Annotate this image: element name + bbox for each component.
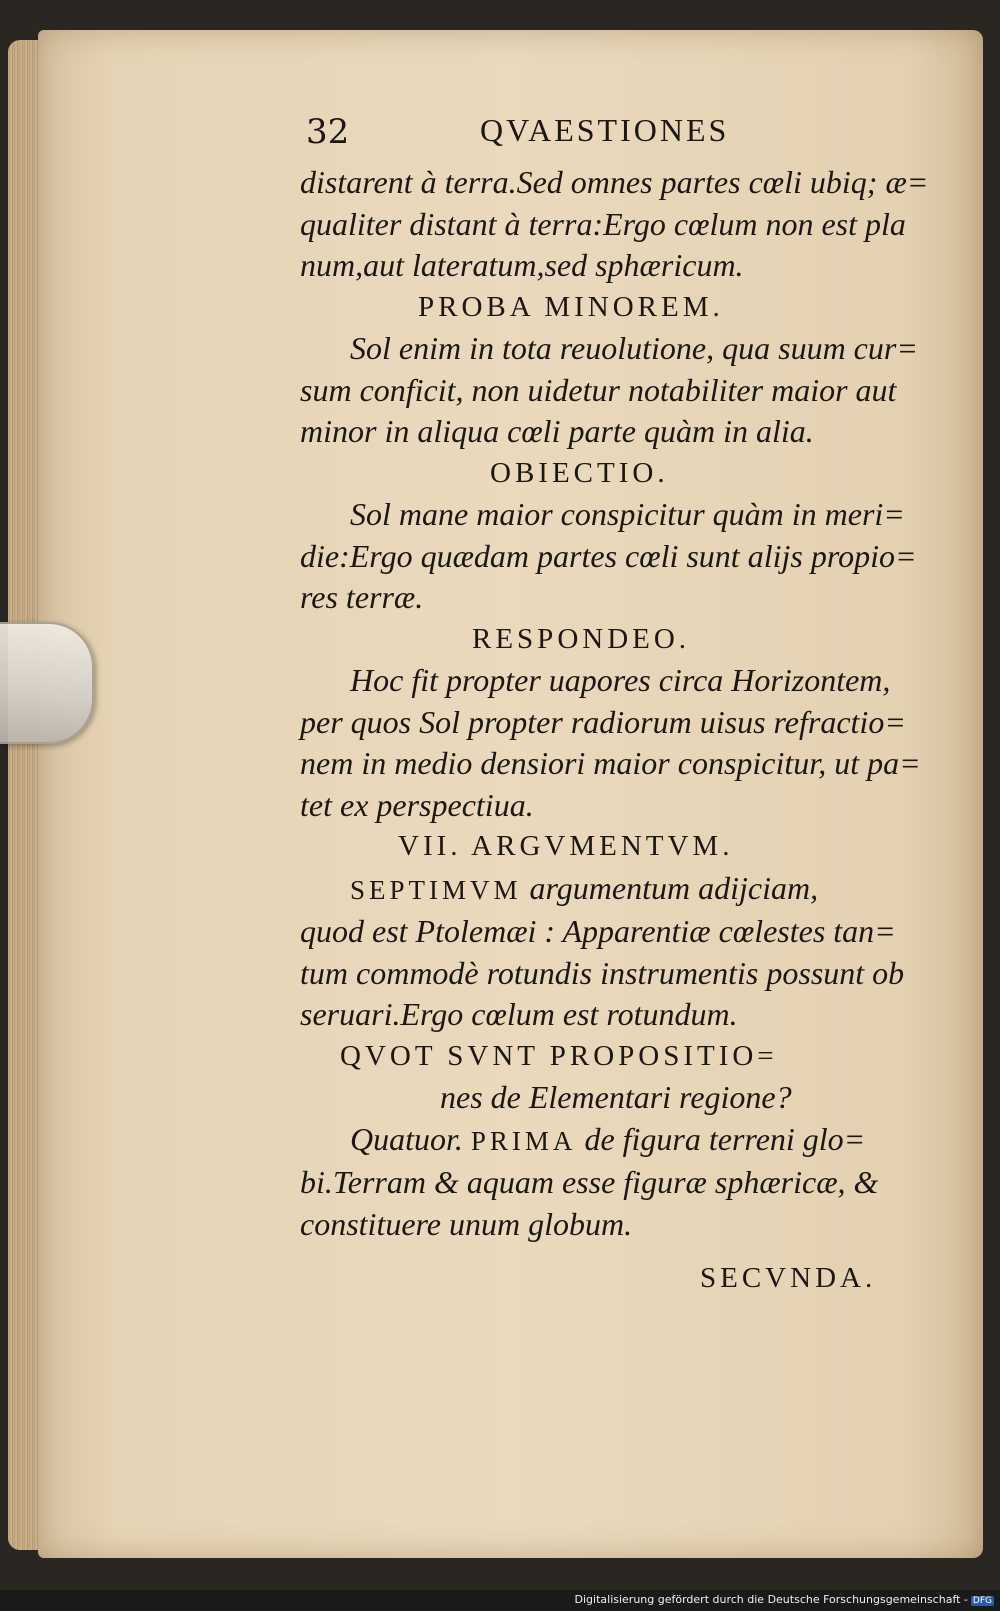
text-line: quod est Ptolemæi : Apparentiæ cœlestes tan= [300,913,896,949]
footer-text: Digitalisierung gefördert durch die Deutsche Forschungsgemeinschaft - [574,1593,968,1606]
text-line: tet ex perspectiua. [300,786,534,823]
text-line: bi.Terram & aquam esse figuræ sphæricæ, & [300,1164,879,1200]
section-heading: QVOT SVNT PROPOSITIO= [340,1039,778,1072]
text-line: nem in medio densiori maior conspicitur, ut pa= [300,745,921,781]
dfg-logo: DFG [972,1596,992,1606]
text-line: Sol enim in tota reuolutione, qua suum cur= [350,330,918,366]
text-line: seruari.Ergo cœlum est rotundum. [300,996,738,1032]
text-line: num,aut lateratum,sed sphæricum. [300,247,744,283]
text-line: per quos Sol propter radiorum uisus refractio= [300,703,906,740]
text-line: sum conficit, non uidetur notabiliter maior aut [300,371,897,408]
page-text [300,112,940,1245]
line-rest: de figura terreni glo= [576,1120,866,1157]
small-caps-lead: SEPTIMVM [350,874,522,905]
small-caps-lead: PRIMA [470,1125,577,1156]
text-line [300,1119,940,1163]
catchword: SECVNDA. [700,1262,877,1294]
body-text [300,162,940,1245]
section-heading: RESPONDEO. [472,622,691,655]
running-title: QVAESTIONES [480,112,730,148]
text-line: Hoc fit propter uapores circa Horizontem, [350,662,891,698]
text-line: constituere unum globum. [300,1205,633,1242]
text-line: qualiter distant à terra:Ergo cœlum non est pla [300,205,906,242]
page-header [300,112,940,162]
line-rest: argumentum adijciam, [521,869,819,906]
text-line [300,868,940,912]
text-line: minor in aliqua cœli parte quàm in alia. [300,413,814,449]
section-heading: OBIECTIO. [490,456,669,489]
page-number: 32 [306,112,350,152]
text-line: tum commodè rotundis instrumentis possunt ob [300,954,905,991]
line-start: Quatuor. [350,1120,471,1157]
text-line: res terræ. [300,579,424,615]
text-line: distarent à terra.Sed omnes partes cœli ubiq; æ= [300,164,929,200]
text-line: die:Ergo quædam partes cœli sunt alijs propio= [300,537,917,574]
section-heading: PROBA MINOREM. [418,290,724,323]
text-line: Sol mane maior conspicitur quàm in meri= [350,496,905,532]
digitization-footer [575,1593,994,1606]
page-clip [0,622,94,744]
section-subheading: nes de Elementari regione? [440,1079,792,1115]
section-heading: VII. ARGVMENTVM. [398,830,734,862]
